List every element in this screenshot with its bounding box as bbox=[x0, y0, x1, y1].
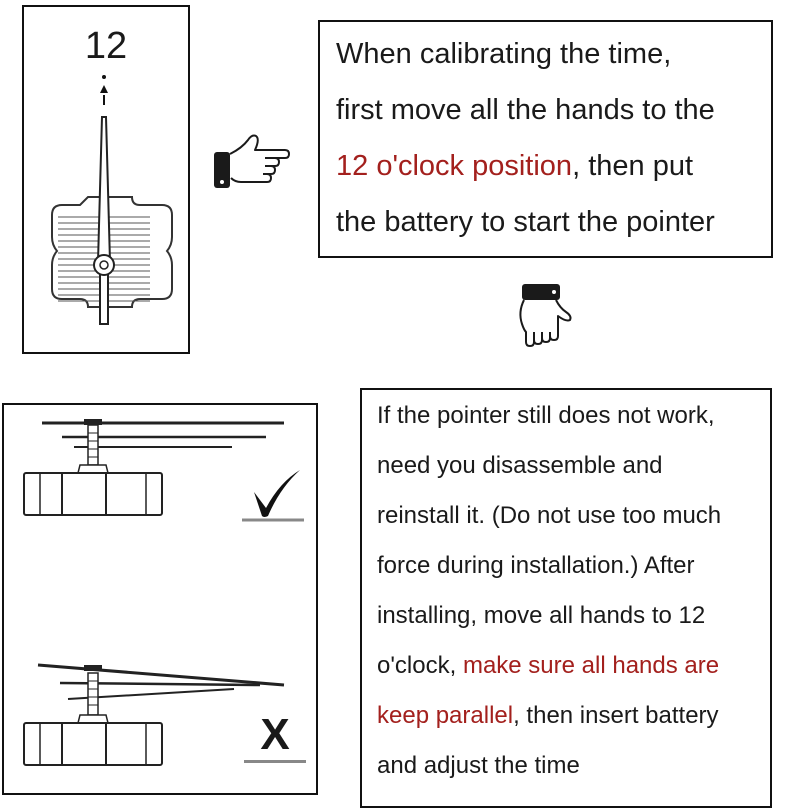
instruction-2-line-1: If the pointer still does not work, bbox=[377, 402, 715, 429]
instruction-box-1 bbox=[318, 20, 773, 258]
instruction-2-line-5: installing, move all hands to 12 bbox=[377, 602, 706, 629]
highlight-make-sure: make sure all hands are bbox=[462, 652, 720, 679]
twelve-label: 12 bbox=[84, 25, 128, 67]
check-mark-icon bbox=[238, 460, 239, 461]
instruction-2-line-6-start: o'clock, bbox=[377, 652, 463, 679]
instruction-2-line-3: reinstall it. (Do not use too much bbox=[377, 502, 722, 529]
pointing-right-hand-icon bbox=[212, 130, 292, 196]
clock-movement-icon bbox=[24, 7, 188, 352]
clock-diagram-panel bbox=[22, 5, 190, 354]
instruction-1-line-3 bbox=[336, 150, 693, 183]
instruction-2-line-8: and adjust the time bbox=[377, 752, 580, 779]
highlight-keep-parallel: keep parallel bbox=[377, 702, 514, 729]
highlight-12-oclock: 12 o'clock position bbox=[336, 150, 573, 182]
instruction-1-line-1: When calibrating the time, bbox=[336, 38, 672, 70]
check-mark-icon bbox=[240, 466, 306, 526]
instruction-box-2 bbox=[360, 388, 772, 808]
instruction-2-line-6 bbox=[377, 652, 719, 680]
cross-mark-icon bbox=[244, 712, 306, 763]
pointing-down-hand-icon bbox=[512, 282, 578, 358]
instruction-2-line-7 bbox=[377, 702, 719, 730]
instruction-1-line-2: first move all the hands to the bbox=[336, 94, 715, 126]
instruction-2-line-7-rest: , then insert battery bbox=[513, 702, 719, 729]
instruction-1-line-3-rest: , then put bbox=[572, 150, 694, 182]
instruction-1-line-4: the battery to start the pointer bbox=[336, 206, 715, 238]
instruction-2-line-4: force during installation.) After bbox=[377, 552, 695, 579]
cross-mark-label: X bbox=[260, 710, 290, 759]
instruction-2-line-2: need you disassemble and bbox=[377, 452, 663, 479]
